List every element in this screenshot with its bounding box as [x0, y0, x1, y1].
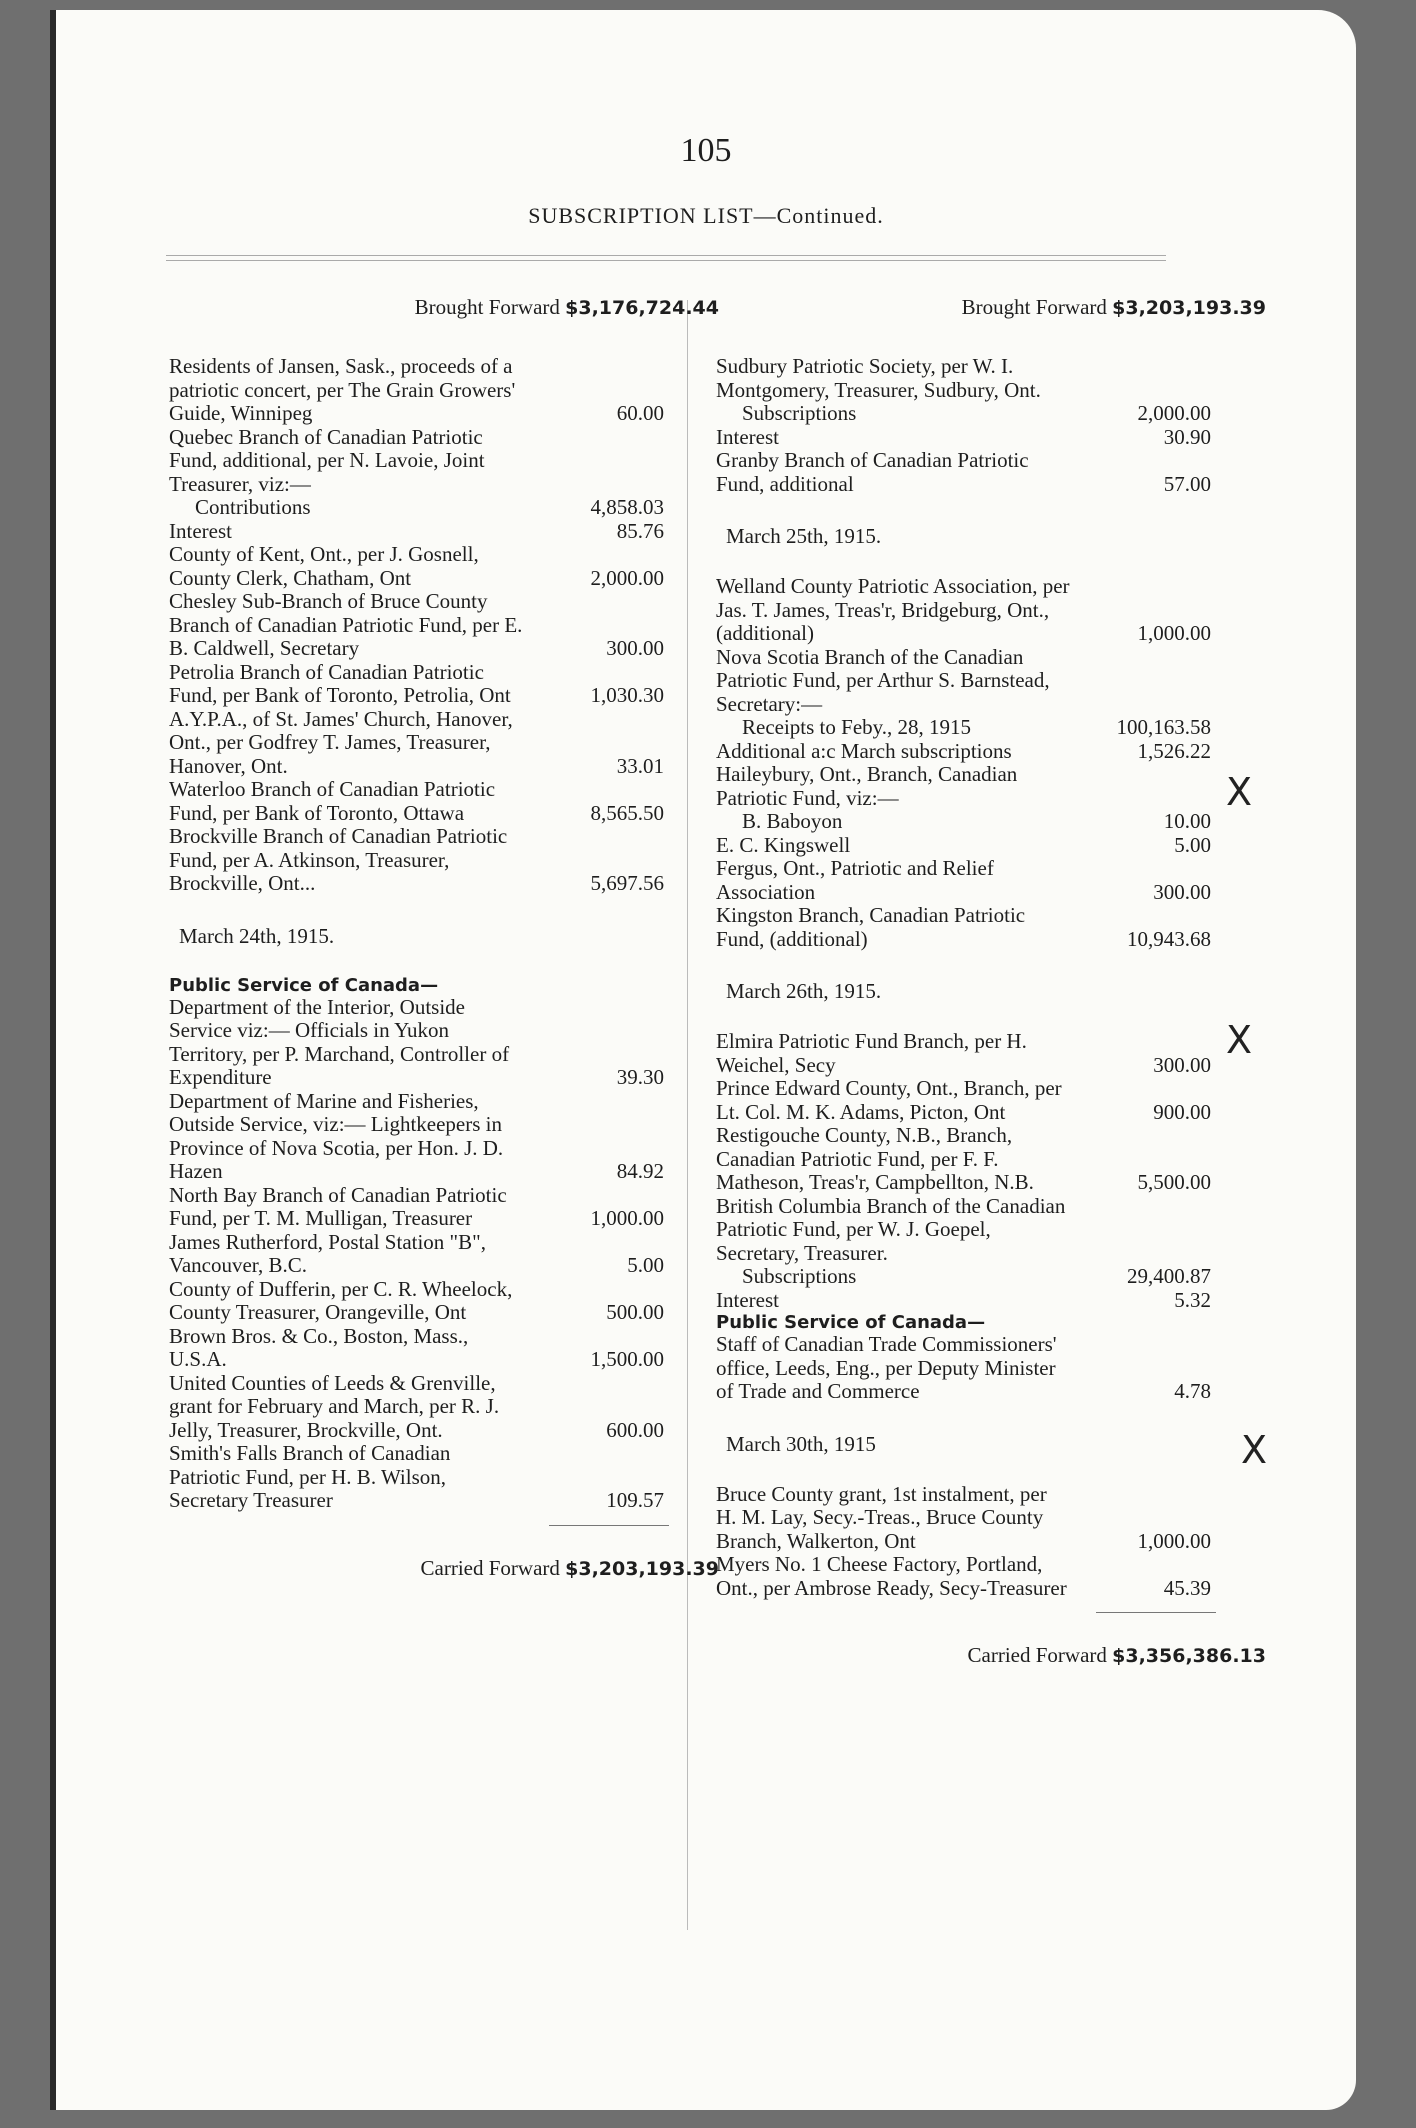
subscription-entry: [716, 355, 1276, 426]
entry-description: [169, 1090, 524, 1184]
entry-description: [716, 1483, 1071, 1554]
entry-description: [169, 661, 524, 708]
entry-description: [716, 1124, 1071, 1195]
entry-description: [716, 857, 1071, 904]
subscription-entry: [716, 1030, 1276, 1077]
entry-amount: 500.00: [606, 1300, 664, 1324]
entry-line: Chesley Sub-Branch of Bruce County Branch of Canadian Patriotic Fund, per E. B. Caldwell, Secretary: [169, 589, 523, 660]
entry-line: Interest: [169, 518, 232, 543]
subscription-entry: [169, 1090, 729, 1184]
subscription-entry: [716, 449, 1276, 496]
entry-description: [169, 708, 524, 779]
entry-description: [169, 1231, 524, 1278]
subscription-entry: [169, 778, 729, 825]
entry-amount: 1,526.22: [1137, 738, 1211, 763]
entry-description: [169, 543, 524, 590]
entry-list: [716, 355, 1276, 496]
brought-forward-amount: $3,176,724.44: [565, 297, 719, 319]
entry-amount: 900.00: [1153, 1099, 1211, 1124]
entry-line: Receipts to Feby., 28, 1915: [742, 715, 972, 739]
subscription-entry: [169, 996, 729, 1090]
entry-line: Sudbury Patriotic Society, per W. I. Montgomery, Treasurer, Sudbury, Ont.: [716, 354, 1041, 402]
entry-line: Department of Marine and Fisheries, Outside Service, viz:— Lightkeepers in Province of Nova Scotia, per Hon. J. D. Hazen: [169, 1088, 504, 1183]
entry-description: [716, 834, 1071, 858]
entry-line: Myers No. 1 Cheese Factory, Portland, Ont., per Ambrose Ready, Secy-Treasurer: [716, 1552, 1067, 1600]
entry-list: [716, 575, 1276, 951]
entry-line: North Bay Branch of Canadian Patriotic Fund, per T. M. Mulligan, Treasurer: [169, 1182, 507, 1230]
subscription-entry: [716, 1289, 1276, 1313]
carried-forward-right: [716, 1643, 1276, 1668]
total-rule: [1096, 1612, 1216, 1613]
entry-line: British Columbia Branch of the Canadian Patriotic Fund, per W. J. Goepel, Secretary, Treasurer.: [716, 1193, 1066, 1265]
brought-forward-right: [716, 295, 1276, 355]
subscription-entry: [716, 575, 1276, 646]
entry-list: [716, 1483, 1276, 1601]
entry-line: Petrolia Branch of Canadian Patriotic Fund, per Bank of Toronto, Petrolia, Ont: [169, 659, 511, 707]
subscription-entry: [716, 1553, 1276, 1600]
subscription-entry: [716, 904, 1276, 951]
entry-line: Interest: [716, 424, 779, 449]
entry-amount: 60.00: [616, 401, 664, 425]
header-rule-2: [166, 260, 1166, 261]
entry-description: [169, 1325, 524, 1372]
subscription-entry: [716, 763, 1276, 834]
entry-line: Interest: [716, 1287, 779, 1312]
entry-amount: 57.00: [1163, 471, 1211, 496]
subscription-entry: [169, 1442, 729, 1513]
entry-description: [716, 1030, 1071, 1077]
brought-forward-amount: $3,203,193.39: [1112, 297, 1266, 319]
subscription-entry: [169, 520, 729, 544]
subscription-entry: [169, 1325, 729, 1372]
entry-line: Staff of Canadian Trade Commissioners' office, Leeds, Eng., per Deputy Minister of Trade and Commerce: [716, 1332, 1057, 1403]
entry-amount: 85.76: [616, 518, 664, 543]
entry-line: A.Y.P.A., of St. James' Church, Hanover, Ont., per Godfrey T. James, Treasurer, Hanover, Ont.: [169, 706, 513, 778]
entry-line: Residents of Jansen, Sask., proceeds of a patriotic concert, per The Grain Growers' Guide, Winnipeg: [169, 354, 516, 425]
entry-amount: 5.00: [627, 1253, 664, 1277]
entry-amount: 109.57: [606, 1488, 664, 1512]
entry-description: [716, 1333, 1071, 1404]
entry-amount: 600.00: [606, 1417, 664, 1442]
brought-forward-label: Brought Forward: [961, 295, 1107, 319]
section-heading: Public Service of Canada—: [716, 1312, 986, 1333]
subscription-entry: [716, 1195, 1276, 1289]
entry-line: Nova Scotia Branch of the Canadian Patriotic Fund, per Arthur S. Barnstead, Secretary:—: [716, 644, 1050, 716]
entry-amount: 8,565.50: [590, 800, 664, 825]
entry-amount: 1,000.00: [1137, 1528, 1211, 1553]
entry-amount: 5,697.56: [590, 871, 664, 895]
entry-description: [716, 763, 1071, 834]
entry-amount: 2,000.00: [1137, 401, 1211, 425]
handwritten-check-mark: X: [1241, 1428, 1268, 1472]
entry-description: [169, 520, 524, 544]
entry-line: Elmira Patriotic Fund Branch, per H. Weichel, Secy: [716, 1029, 1027, 1077]
entry-amount: 4,858.03: [590, 495, 664, 519]
entry-line: B. Baboyon: [742, 809, 843, 833]
entry-line: Prince Edward County, Ont., Branch, per Lt. Col. M. K. Adams, Picton, Ont: [716, 1076, 1062, 1124]
section-heading: Public Service of Canada—: [169, 974, 439, 996]
entry-list: [169, 355, 729, 896]
subscription-entry: [169, 590, 729, 661]
entry-description: [716, 575, 1071, 646]
date-heading: March 24th, 1915.: [179, 923, 335, 948]
entry-amount: 39.30: [616, 1065, 664, 1089]
entry-line: Haileybury, Ont., Branch, Canadian Patriotic Fund, viz:—: [716, 762, 1018, 810]
entry-description: [716, 426, 1071, 450]
entry-amount: 1,030.30: [590, 683, 664, 707]
entry-description: [169, 778, 524, 825]
entry-amount: 4.78: [1174, 1379, 1211, 1403]
subscription-entry: [716, 740, 1276, 764]
subscription-entry: [169, 543, 729, 590]
entry-amount: 45.39: [1163, 1575, 1211, 1600]
subscription-entry: [716, 1077, 1276, 1124]
subscription-entry: [716, 426, 1276, 450]
entry-amount: 5,500.00: [1137, 1170, 1211, 1194]
entry-line: Fergus, Ont., Patriotic and Relief Association: [716, 856, 994, 904]
entry-line: E. C. Kingswell: [716, 832, 851, 857]
page-number: 105: [680, 132, 732, 169]
entry-description: [716, 646, 1071, 740]
subscription-entry: [169, 708, 729, 779]
subscription-entry: [716, 1483, 1276, 1554]
entry-amount: 1,000.00: [590, 1206, 664, 1230]
entry-description: [169, 426, 524, 520]
carried-forward-left: [169, 1556, 729, 1581]
entry-amount: 29,400.87: [1127, 1264, 1211, 1288]
entry-line: Kingston Branch, Canadian Patriotic Fund, (additional): [716, 903, 1026, 951]
entry-line: Brockville Branch of Canadian Patriotic Fund, per A. Atkinson, Treasurer, Brockville, Ont...: [169, 824, 508, 895]
entry-line: Waterloo Branch of Canadian Patriotic Fund, per Bank of Toronto, Ottawa: [169, 777, 496, 825]
entry-list: [169, 996, 729, 1513]
entry-line: County of Kent, Ont., per J. Gosnell, County Clerk, Chatham, Ont: [169, 542, 479, 590]
carried-forward-label: Carried Forward: [420, 1555, 560, 1580]
entry-list: [716, 1333, 1276, 1404]
entry-description: [716, 449, 1071, 496]
subscription-entry: [716, 1333, 1276, 1404]
entry-description: [169, 825, 524, 896]
entry-amount: 2,000.00: [590, 565, 664, 590]
subscription-entry: [169, 1184, 729, 1231]
entry-amount: 100,163.58: [1116, 715, 1211, 739]
page-header: SUBSCRIPTION LIST—Continued.: [528, 203, 884, 228]
entry-amount: 1,500.00: [590, 1347, 664, 1371]
entry-amount: 84.92: [616, 1159, 664, 1183]
entry-amount: 300.00: [1153, 1052, 1211, 1077]
entry-amount: 1,000.00: [1137, 621, 1211, 645]
subscription-entry: [169, 1372, 729, 1443]
total-rule: [549, 1525, 669, 1526]
entry-description: [169, 1372, 524, 1443]
entry-line: Welland County Patriotic Association, per Jas. T. James, Treas'r, Bridgeburg, Ont., (additional): [716, 574, 1070, 645]
date-heading: March 30th, 1915: [726, 1431, 876, 1456]
entry-amount: 5.00: [1174, 832, 1211, 857]
header-rule: [166, 255, 1166, 256]
subscription-entry: [169, 1231, 729, 1278]
entry-line: Brown Bros. & Co., Boston, Mass., U.S.A.: [169, 1323, 469, 1371]
right-column: [716, 295, 1276, 1668]
brought-forward-left: [169, 295, 729, 355]
date-heading: March 25th, 1915.: [726, 524, 882, 548]
entry-line: Additional a:c March subscriptions: [716, 738, 1012, 763]
entry-description: [716, 1077, 1071, 1124]
handwritten-check-mark: X: [1226, 770, 1253, 814]
entry-line: Contributions: [195, 495, 311, 519]
entry-description: [716, 355, 1071, 426]
subscription-entry: [169, 426, 729, 520]
carried-forward-amount: $3,203,193.39: [565, 1557, 719, 1580]
entry-line: Restigouche County, N.B., Branch, Canadian Patriotic Fund, per F. F. Matheson, Treas'r, Campbellton, N.B.: [716, 1123, 1034, 1194]
entry-description: [169, 590, 524, 661]
entry-line: James Rutherford, Postal Station "B", Vancouver, B.C.: [169, 1229, 486, 1277]
entry-description: [169, 355, 524, 426]
entry-line: Department of the Interior, Outside Service viz:— Officials in Yukon Territory, per P. Marchand, Controller of Expenditure: [169, 994, 510, 1089]
entry-amount: 33.01: [616, 753, 664, 778]
entry-description: [716, 740, 1071, 764]
entry-description: [716, 1553, 1071, 1600]
subscription-entry: [169, 355, 729, 426]
entry-description: [716, 1289, 1071, 1313]
entry-amount: 10,943.68: [1127, 926, 1211, 951]
subscription-entry: [716, 834, 1276, 858]
subscription-entry: [169, 825, 729, 896]
entry-line: Granby Branch of Canadian Patriotic Fund, additional: [716, 448, 1029, 496]
entry-line: United Counties of Leeds & Grenville, grant for February and March, per R. J. Jelly, Treasurer, Brockville, Ont.: [169, 1370, 500, 1442]
handwritten-check-mark: X: [1226, 1018, 1253, 1062]
subscription-entry: [716, 1124, 1276, 1195]
carried-forward-label: Carried Forward: [967, 1643, 1107, 1667]
date-heading: March 26th, 1915.: [726, 979, 882, 1003]
entry-description: [169, 1278, 524, 1325]
subscription-entry: [716, 857, 1276, 904]
entry-line: Quebec Branch of Canadian Patriotic Fund, additional, per N. Lavoie, Joint Treasurer, viz:—: [169, 424, 485, 496]
entry-line: Subscriptions: [742, 401, 857, 425]
entry-amount: 300.00: [606, 636, 664, 660]
entry-amount: 5.32: [1174, 1287, 1211, 1312]
entry-description: [716, 1195, 1071, 1289]
subscription-entry: [169, 1278, 729, 1325]
entry-description: [169, 1184, 524, 1231]
entry-line: County of Dufferin, per C. R. Wheelock, County Treasurer, Orangeville, Ont: [169, 1276, 513, 1324]
subscription-entry: [716, 646, 1276, 740]
entry-description: [169, 996, 524, 1090]
left-column: [169, 295, 729, 1581]
carried-forward-amount: $3,356,386.13: [1112, 1645, 1266, 1667]
entry-amount: 30.90: [1163, 424, 1211, 449]
entry-description: [716, 904, 1071, 951]
entry-line: Bruce County grant, 1st instalment, per H. M. Lay, Secy.-Treas., Bruce County Branch, Walkerton, Ont: [716, 1481, 1047, 1553]
brought-forward-label: Brought Forward: [414, 295, 560, 319]
entry-list: [716, 1030, 1276, 1312]
entry-line: Smith's Falls Branch of Canadian Patriotic Fund, per H. B. Wilson, Secretary Treasurer: [169, 1441, 451, 1512]
entry-description: [169, 1442, 524, 1513]
document-page: [50, 10, 1356, 2110]
entry-line: Subscriptions: [742, 1264, 857, 1288]
entry-amount: 300.00: [1153, 879, 1211, 904]
entry-amount: 10.00: [1163, 809, 1211, 833]
subscription-entry: [169, 661, 729, 708]
